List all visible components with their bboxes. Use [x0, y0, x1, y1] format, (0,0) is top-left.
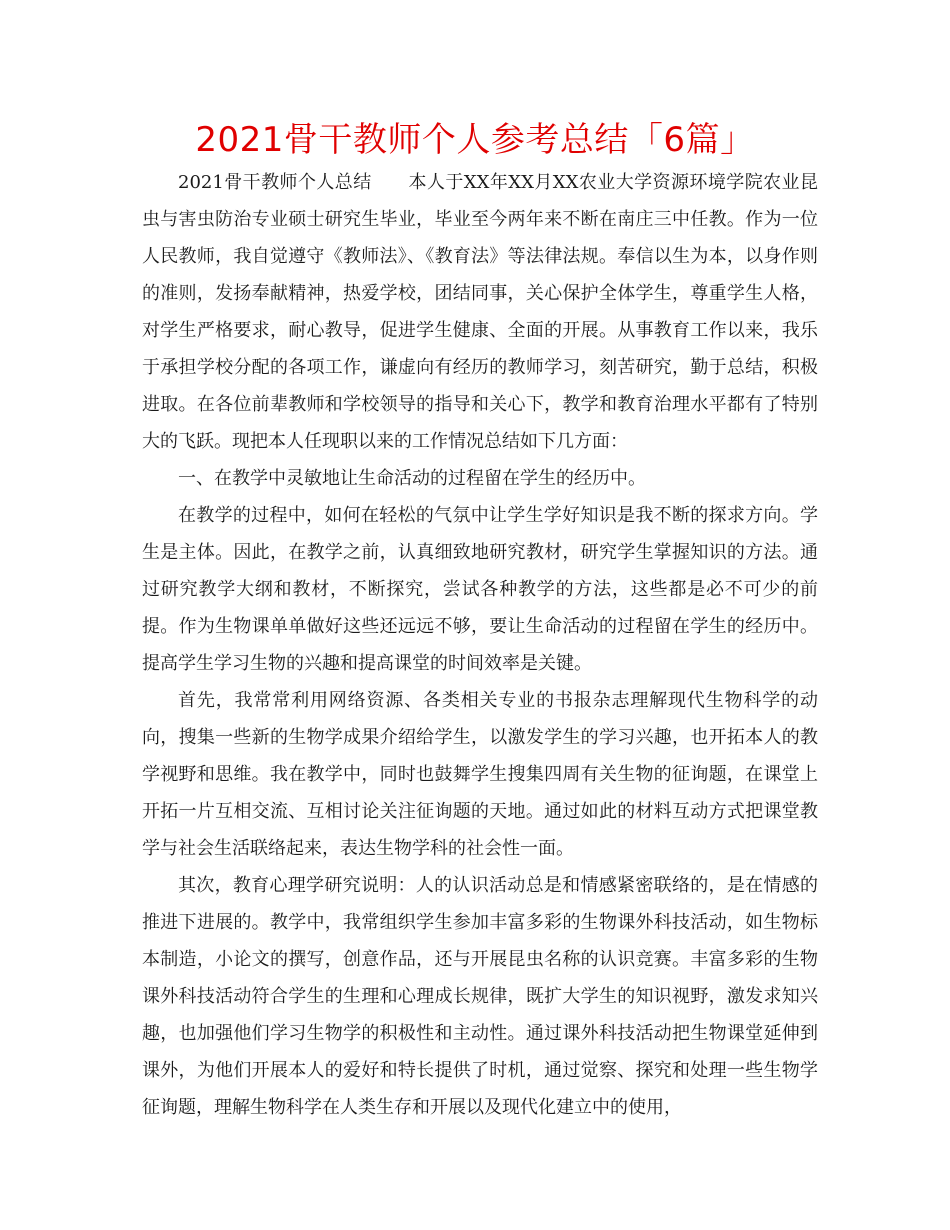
document-title: 2021骨干教师个人参考总结「6篇」: [195, 120, 755, 160]
document-body: [142, 164, 818, 1126]
paragraph: 2021骨干教师个人总结 本人于XX年XX月XX农业大学资源环境学院农业昆虫与害虫防治专业硕士研究生毕业，毕业至今两年来不断在南庄三中任教。作为一位人民教师，我自觉遵守《教师法》、《教育法》等法律法规。奉信以生为本，以身作则的准则，发扬奉献精神，热爱学校，团结同事，关心保护全体学生，尊重学生人格，对学生严格要求，耐心教导，促进学生健康、全面的开展。从事教育工作以来，我乐于承担学校分配的各项工作，谦虚向有经历的教师学习，刻苦研究，勤于总结，积极进取。在各位前辈教师和学校领导的指导和关心下，教学和教育治理水平都有了特别大的飞跃。现把本人任现职以来的工作情况总结如下几方面：: [142, 172, 818, 452]
paragraph: 在教学的过程中，如何在轻松的气氛中让学生学好知识是我不断的探求方向。学生是主体。因此，在教学之前，认真细致地研究教材，研究学生掌握知识的方法。通过研究教学大纲和教材，不断探究，尝试各种教学的方法，这些都是必不可少的前提。作为生物课单单做好这些还远远不够，要让生命活动的过程留在学生的经历中。提高学生学习生物的兴趣和提高课堂的时间效率是关键。: [142, 505, 818, 674]
section-heading: 一、在教学中灵敏地让生命活动的过程留在学生的经历中。: [178, 468, 646, 489]
paragraph: 其次，教育心理学研究说明：人的认识活动总是和情感紧密联络的，是在情感的推进下进展的。教学中，我常组织学生参加丰富多彩的生物课外科技活动，如生物标本制造，小论文的撰写，创意作品，还与开展昆虫名称的认识竞赛。丰富多彩的生物课外科技活动符合学生的生理和心理成长规律，既扩大学生的知识视野，激发求知兴趣，也加强他们学习生物学的积极性和主动性。通过课外科技活动把生物课堂延伸到课外，为他们开展本人的爱好和特长提供了时机，通过觉察、探究和处理一些生物学征询题，理解生物科学在人类生存和开展以及现代化建立中的使用，: [142, 875, 818, 1118]
paragraph: 首先，我常常利用网络资源、各类相关专业的书报杂志理解现代生物科学的动向，搜集一些新的生物学成果介绍给学生，以激发学生的学习兴趣，也开拓本人的教学视野和思维。我在教学中，同时也鼓舞学生搜集四周有关生物的征询题，在课堂上开拓一片互相交流、互相讨论关注征询题的天地。通过如此的材料互动方式把课堂教学与社会生活联络起来，表达生物学科的社会性一面。: [142, 690, 818, 859]
